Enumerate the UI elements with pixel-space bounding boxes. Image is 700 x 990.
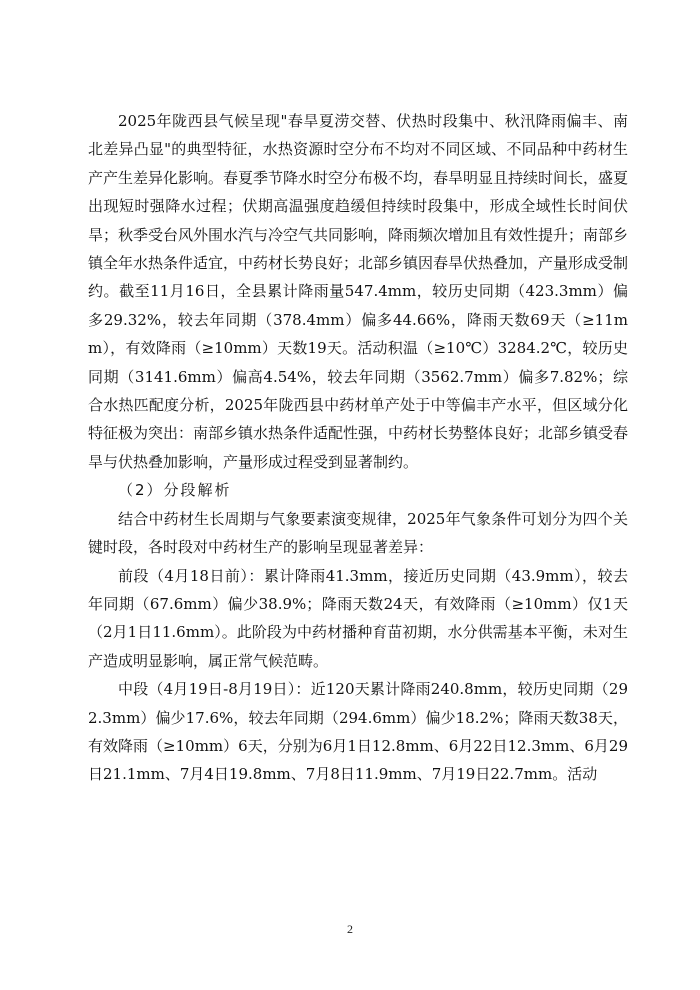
body-paragraph: 前段（4月18日前）：累计降雨41.3mm，接近历史同期（43.9mm），较去年同期（67.6mm）偏少38.9%；降雨天数24天，有效降雨（≥10mm）仅1天（2月1日11.6mm）。此阶段为中药材播种育苗初期，水分供需基本平衡，未对生产造成明显影响，属正常气候范畴。 [88, 566, 628, 670]
section-heading: （2）分段解析 [118, 481, 232, 500]
body-paragraph: 中段（4月19日-8月19日）：近120天累计降雨240.8mm，较历史同期（292.3mm）偏少17.6%，较去年同期（294.6mm）偏少18.2%；降雨天数38天，有效降雨（≥10mm）6天，分别为6月1日12.8mm、6月22日12.3mm、6月29日21.1mm、7月4日19.8mm、7月8日11.9mm、7月19日22.7mm。活动 [88, 680, 628, 784]
document-body [88, 107, 628, 789]
body-paragraph: 结合中药材生长周期与气象要素演变规律，2025年气象条件可划分为四个关键时段，各时段对中药材生产的影响呈现显著差异： [88, 509, 628, 557]
page-number: 2 [347, 922, 353, 936]
body-paragraph: 2025年陇西县气候呈现"春旱夏涝交替、伏热时段集中、秋汛降雨偏丰、南北差异凸显"的典型特征，水热资源时空分布不均对不同区域、不同品种中药材生产产生差异化影响。春夏季节降水时空分布极不均，春旱明显且持续时间长，盛夏出现短时强降水过程；伏期高温强度趋缓但持续时段集中，形成全域性长时间伏旱；秋季受台风外围水汽与冷空气共同影响，降雨频次增加且有效性提升；南部乡镇全年水热条件适宜，中药材长势良好；北部乡镇因春旱伏热叠加，产量形成受制约。截至11月16日，全县累计降雨量547.4mm，较历史同期（423.3mm）偏多29.32%，较去年同期（378.4mm）偏多44.66%，降雨天数69天（≥11mm），有效降雨（≥10mm）天数19天。活动积温（≥10℃）3284.2℃，较历史同期（3141.6mm）偏高4.54%，较去年同期（3562.7mm）偏多7.82%；综合水热匹配度分析，2025年陇西县中药材单产处于中等偏丰产水平，但区域分化特征极为突出：南部乡镇水热条件适配性强，中药材长势整体良好；北部乡镇受春旱与伏热叠加影响，产量形成过程受到显著制约。 [88, 112, 629, 471]
